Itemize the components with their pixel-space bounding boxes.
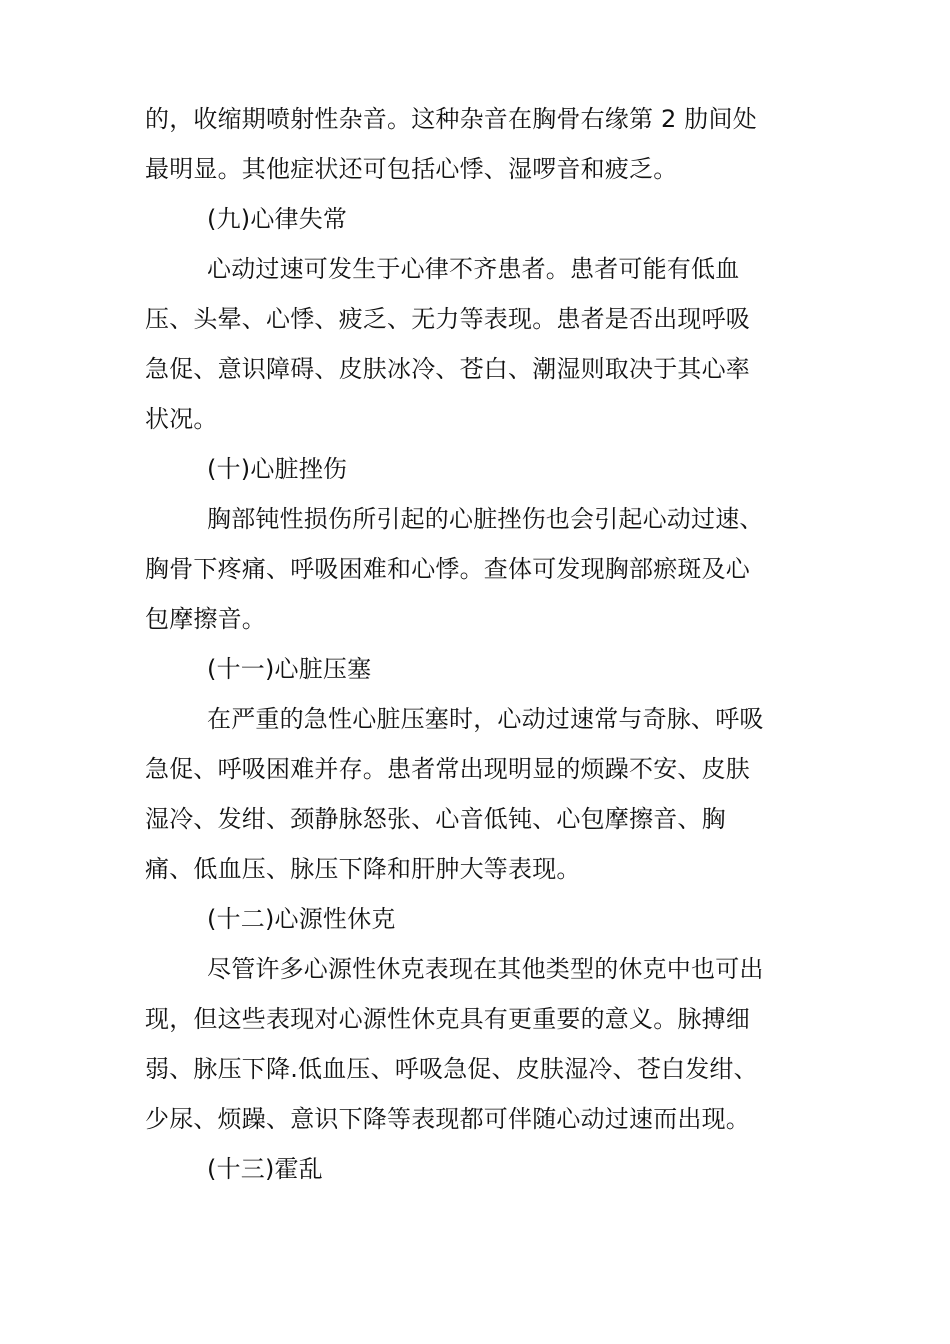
text-line: 弱、脉压下降.低血压、呼吸急促、皮肤湿冷、苍白发绀、 — [145, 1055, 758, 1083]
text-line: 湿冷、发绀、颈静脉怒张、心音低钝、心包摩擦音、胸 — [145, 805, 726, 833]
text-line: 急促、呼吸困难并存。患者常出现明显的烦躁不安、皮肤 — [145, 755, 750, 783]
paragraph-first-line: 胸部钝性损伤所引起的心脏挫伤也会引起心动过速、 — [207, 505, 764, 533]
text-line: 包摩擦音。 — [145, 605, 266, 633]
text-line: 压、头晕、心悸、疲乏、无力等表现。患者是否出现呼吸 — [145, 305, 750, 333]
text-line: 状况。 — [145, 405, 218, 433]
paragraph-first-line: 在严重的急性心脏压塞时，心动过速常与奇脉、呼吸 — [207, 705, 764, 733]
section-heading: (十一)心脏压塞 — [207, 655, 372, 683]
section-heading: (九)心律失常 — [207, 205, 348, 233]
section-heading: (十三)霍乱 — [207, 1155, 323, 1183]
text-line: 现，但这些表现对心源性休克具有更重要的意义。脉搏细 — [145, 1005, 750, 1033]
document-page — [145, 94, 805, 1194]
text-line: 痛、低血压、脉压下降和肝肿大等表现。 — [145, 855, 581, 883]
section-heading: (十)心脏挫伤 — [207, 455, 348, 483]
paragraph-first-line: 尽管许多心源性休克表现在其他类型的休克中也可出 — [207, 955, 764, 983]
text-line: 的，收缩期喷射性杂音。这种杂音在胸骨右缘第 2 肋间处 — [145, 105, 757, 133]
paragraph-first-line: 心动过速可发生于心律不齐患者。患者可能有低血 — [207, 255, 740, 283]
text-line: 胸骨下疼痛、呼吸困难和心悸。查体可发现胸部瘀斑及心 — [145, 555, 750, 583]
text-line: 最明显。其他症状还可包括心悸、湿啰音和疲乏。 — [145, 155, 678, 183]
text-line: 少尿、烦躁、意识下降等表现都可伴随心动过速而出现。 — [145, 1105, 750, 1133]
text-line: 急促、意识障碍、皮肤冰冷、苍白、潮湿则取决于其心率 — [145, 355, 750, 383]
section-heading: (十二)心源性休克 — [207, 905, 396, 933]
